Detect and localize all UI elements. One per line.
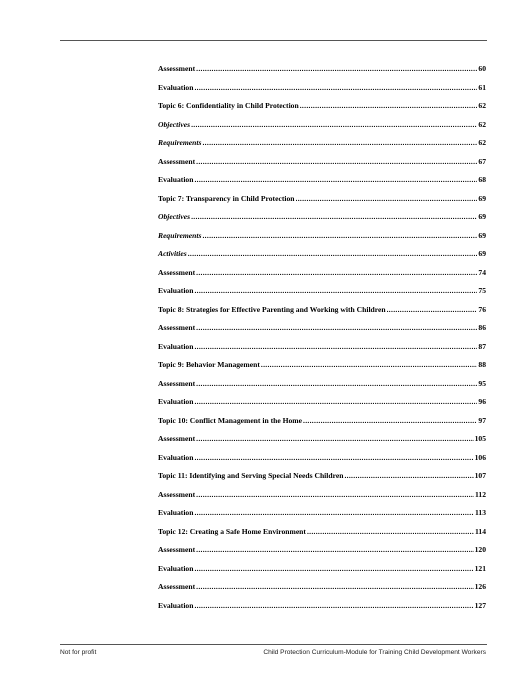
toc-leader-dots xyxy=(196,153,477,172)
toc-leader-dots xyxy=(296,190,478,209)
toc-entry-page: 75 xyxy=(478,286,486,295)
toc-entry-page: 69 xyxy=(478,193,486,203)
toc-entry-title: Topic 8: Strategies for Effective Parenting and Working with Children xyxy=(158,304,386,314)
toc-leader-dots xyxy=(194,449,473,468)
toc-entry[interactable] xyxy=(158,449,486,468)
toc-entry-page: 62 xyxy=(478,119,486,129)
toc-entry[interactable] xyxy=(158,560,486,579)
toc-entry[interactable] xyxy=(158,412,486,431)
toc-leader-dots xyxy=(303,412,477,431)
toc-entry-page: 76 xyxy=(478,304,486,314)
footer-left-text: Not for profit xyxy=(60,649,97,656)
toc-entry[interactable] xyxy=(158,338,486,357)
toc-entry-title: Assessment xyxy=(158,156,196,166)
toc-entry-page: 67 xyxy=(478,156,486,166)
toc-entry[interactable] xyxy=(158,597,486,616)
toc-entry-page: 120 xyxy=(474,545,486,554)
toc-leader-dots xyxy=(196,541,473,560)
toc-entry[interactable] xyxy=(158,393,486,412)
toc-entry[interactable] xyxy=(158,504,486,523)
toc-entry-title: Topic 10: Conflict Management in the Home xyxy=(158,415,302,425)
toc-leader-dots xyxy=(344,467,473,486)
toc-entry[interactable] xyxy=(158,245,486,264)
toc-entry-page: 62 xyxy=(478,138,486,147)
toc-entry[interactable] xyxy=(158,356,486,375)
toc-leader-dots xyxy=(196,264,477,283)
toc-entry-title: Assessment xyxy=(158,267,196,277)
toc-entry-page: 106 xyxy=(474,452,486,462)
toc-entry-page: 86 xyxy=(478,323,486,332)
toc-entry-page: 88 xyxy=(478,360,486,369)
toc-entry-page: 96 xyxy=(478,397,486,406)
toc-entry-title: Requirements xyxy=(158,230,202,240)
toc-entry-page: 60 xyxy=(478,64,486,73)
toc-leader-dots xyxy=(196,430,473,449)
toc-leader-dots xyxy=(196,60,477,79)
toc-entry-page: 112 xyxy=(475,489,486,499)
toc-entry-title: Requirements xyxy=(158,138,202,147)
table-of-contents xyxy=(158,60,486,615)
toc-entry[interactable] xyxy=(158,208,486,227)
toc-entry[interactable] xyxy=(158,79,486,98)
toc-entry-title: Assessment xyxy=(158,582,196,591)
toc-entry-title: Assessment xyxy=(158,378,196,388)
toc-leader-dots xyxy=(202,227,477,246)
toc-leader-dots xyxy=(194,393,477,412)
toc-entry-title: Evaluation xyxy=(158,82,194,92)
toc-leader-dots xyxy=(194,282,477,301)
toc-entry[interactable] xyxy=(158,319,486,338)
toc-entry-title: Evaluation xyxy=(158,286,194,295)
toc-entry-page: 113 xyxy=(475,508,486,517)
footer-rule xyxy=(60,644,487,645)
footer-right-text: Child Protection Curriculum-Module for Training Child Development Workers xyxy=(263,649,486,656)
toc-entry[interactable] xyxy=(158,134,486,153)
toc-entry[interactable] xyxy=(158,541,486,560)
toc-entry-page: 114 xyxy=(475,526,486,536)
toc-entry-title: Assessment xyxy=(158,434,196,443)
toc-leader-dots xyxy=(387,301,478,320)
toc-entry-title: Topic 11: Identifying and Serving Special Needs Children xyxy=(158,471,344,480)
toc-entry[interactable] xyxy=(158,375,486,394)
toc-entry-page: 127 xyxy=(474,600,486,610)
toc-leader-dots xyxy=(202,134,477,153)
toc-entry-title: Evaluation xyxy=(158,563,194,573)
toc-entry[interactable] xyxy=(158,467,486,486)
toc-entry-page: 74 xyxy=(478,267,486,277)
toc-leader-dots xyxy=(191,208,477,227)
toc-entry[interactable] xyxy=(158,264,486,283)
toc-leader-dots xyxy=(300,97,478,116)
toc-entry[interactable] xyxy=(158,190,486,209)
toc-entry[interactable] xyxy=(158,282,486,301)
toc-entry[interactable] xyxy=(158,153,486,172)
toc-entry-title: Evaluation xyxy=(158,397,194,406)
toc-entry[interactable] xyxy=(158,486,486,505)
toc-entry-page: 126 xyxy=(474,582,486,591)
toc-entry[interactable] xyxy=(158,301,486,320)
toc-entry-page: 69 xyxy=(478,230,486,240)
toc-leader-dots xyxy=(196,319,477,338)
toc-entry[interactable] xyxy=(158,430,486,449)
toc-entry-page: 62 xyxy=(478,101,486,110)
toc-leader-dots xyxy=(194,338,477,357)
toc-entry-page: 69 xyxy=(478,212,486,221)
toc-leader-dots xyxy=(194,504,474,523)
toc-entry-title: Evaluation xyxy=(158,600,194,610)
toc-entry-title: Assessment xyxy=(158,545,196,554)
toc-entry[interactable] xyxy=(158,97,486,116)
toc-entry[interactable] xyxy=(158,227,486,246)
toc-entry-page: 61 xyxy=(478,82,486,92)
toc-leader-dots xyxy=(196,375,477,394)
toc-entry-page: 105 xyxy=(474,434,486,443)
toc-leader-dots xyxy=(188,245,478,264)
toc-entry[interactable] xyxy=(158,523,486,542)
toc-entry[interactable] xyxy=(158,60,486,79)
toc-entry-title: Evaluation xyxy=(158,508,194,517)
toc-leader-dots xyxy=(307,523,474,542)
toc-entry-page: 97 xyxy=(478,415,486,425)
toc-entry-page: 107 xyxy=(474,471,486,480)
toc-entry-title: Evaluation xyxy=(158,452,194,462)
toc-entry-title: Topic 12: Creating a Safe Home Environment xyxy=(158,526,306,536)
toc-leader-dots xyxy=(194,171,477,190)
toc-entry-title: Evaluation xyxy=(158,341,194,351)
toc-entry-title: Activities xyxy=(158,249,187,258)
toc-leader-dots xyxy=(194,560,473,579)
toc-leader-dots xyxy=(261,356,478,375)
header-rule xyxy=(60,40,487,41)
toc-entry[interactable] xyxy=(158,116,486,135)
toc-entry-title: Topic 6: Confidentiality in Child Protection xyxy=(158,101,299,110)
toc-entry[interactable] xyxy=(158,578,486,597)
toc-entry-page: 95 xyxy=(478,378,486,388)
toc-entry-title: Assessment xyxy=(158,64,196,73)
toc-entry-page: 87 xyxy=(478,341,486,351)
toc-leader-dots xyxy=(191,116,477,135)
toc-entry-title: Objectives xyxy=(158,119,191,129)
toc-entry-title: Assessment xyxy=(158,323,196,332)
toc-entry-title: Evaluation xyxy=(158,175,194,184)
toc-entry-title: Objectives xyxy=(158,212,191,221)
toc-entry-page: 69 xyxy=(478,249,486,258)
toc-entry-title: Assessment xyxy=(158,489,196,499)
toc-leader-dots xyxy=(196,486,474,505)
toc-leader-dots xyxy=(194,597,473,616)
toc-entry-title: Topic 9: Behavior Management xyxy=(158,360,260,369)
toc-entry-page: 121 xyxy=(474,563,486,573)
toc-leader-dots xyxy=(196,578,473,597)
toc-entry[interactable] xyxy=(158,171,486,190)
toc-entry-title: Topic 7: Transparency in Child Protection xyxy=(158,193,295,203)
toc-leader-dots xyxy=(194,79,477,98)
toc-entry-page: 68 xyxy=(478,175,486,184)
